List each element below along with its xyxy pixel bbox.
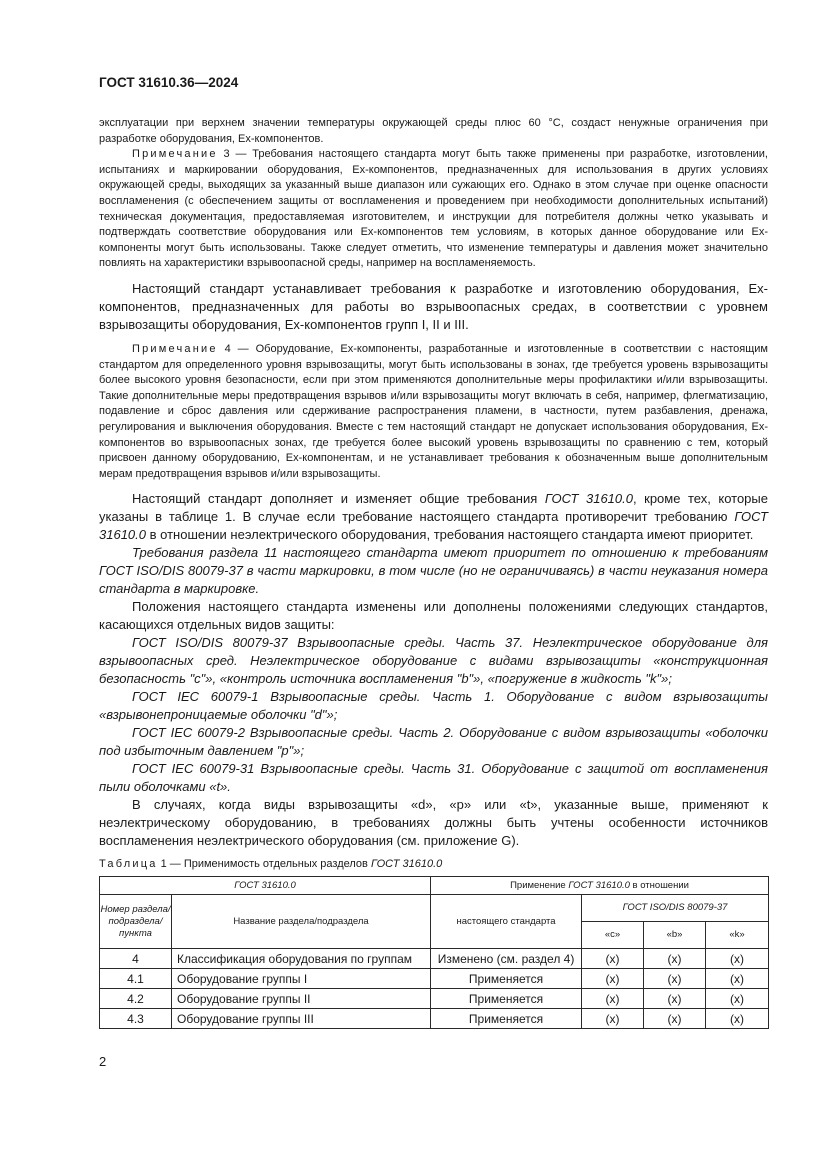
p3-ref-1: ГОСТ 31610.0 [544,491,633,507]
table-head-b: «b» [644,922,706,949]
note-3-label: Примечание [132,148,218,161]
cell-c: (x) [582,949,644,969]
cell-num: 4.1 [100,969,172,989]
paragraph-cases: В случаях, когда виды взрывозащиты «d», «р» или «t», указанные выше, применяют к неэлектрическому оборудованию, в требованиях должны быть учтены особенности источников воспламенения неэлектрического оборудования (см. приложение G). [99,797,768,849]
cell-this: Применяется [431,989,582,1009]
head-application-c: в отношении [629,879,689,891]
page-number: 2 [99,1054,107,1069]
p3-part-e: в отношении неэлектрического оборудования, требования настоящего стандарта имеют приоритет. [146,527,754,543]
standard-ref-60079-2: ГОСТ IEC 60079-2 Взрывоопасные среды. Часть 2. Оборудование с видом взрывозащиты «оболочки под избыточным давлением "p"»; [99,725,768,759]
cell-num: 4 [100,949,172,969]
cell-this: Применяется [431,969,582,989]
paragraph-priority: Требования раздела 11 настоящего стандарта имеют приоритет по отношению к требованиям ГОСТ ISO/DIS 80079-37 в части маркировки, в том числе (но не ограничиваясь) в части неуказания номера стандарта в маркировке. [99,545,768,597]
paragraph-supplements [99,490,768,544]
note-3 [99,147,768,272]
standard-ref-60079-1: ГОСТ IEC 60079-1 Взрывоопасные среды. Часть 1. Оборудование с видом взрывозащиты «взрывонепроницаемые оболочки "d"»; [99,689,768,723]
p3-part-c: , кроме тех, которые указаны в таблице 1. В случае если требование настоящего стандарта противоречит требованию [99,491,768,525]
cell-c: (x) [582,969,644,989]
cell-num: 4.2 [100,989,172,1009]
note-4 [99,342,768,482]
standard-ref-80079-37: ГОСТ ISO/DIS 80079-37 Взрывоопасные среды. Часть 37. Неэлектрическое оборудование для взрывоопасных сред. Неэлектрическое оборудование с видами взрывозащиты «конструкционная безопасность "c"», «контроль источника воспламенения "b"», «погружение в жидкость "k"»; [99,635,768,687]
paragraph-provisions: Положения настоящего стандарта изменены или дополнены положениями следующих стандартов, касающихся отдельных видов защиты: [99,599,768,633]
cell-name: Классификация оборудования по группам [172,949,431,969]
cell-num: 4.3 [100,1009,172,1029]
paragraph-scope: Настоящий стандарт устанавливает требования к разработке и изготовлению оборудования, Ex-компонентов, предназначенных для работы во взрывоопасных средах, в соответствии с уровнем взрывозащиты оборудования, Ex-компонентов групп I, II и III. [99,280,768,332]
cell-k: (x) [706,989,769,1009]
cell-k: (x) [706,949,769,969]
table-row [100,949,769,969]
cell-b: (x) [644,949,706,969]
head-application-ref: ГОСТ 31610.0 [568,879,630,891]
table-head-c: «с» [582,922,644,949]
cell-k: (x) [706,969,769,989]
cell-c: (x) [582,1009,644,1029]
cell-b: (x) [644,969,706,989]
paragraph-continuation: эксплуатации при верхнем значении температуры окружающей среды плюс 60 °С, создаст ненужные ограничения при разработке оборудования, Ex-компонентов. [99,117,768,145]
document-header: ГОСТ 31610.36—2024 [99,75,239,90]
standard-ref-60079-31: ГОСТ IEC 60079-31 Взрывоопасные среды. Часть 31. Оборудование с защитой от воспламенения пыли оболочками «t». [99,761,768,795]
p3-ref-2: ГОСТ 31610.0 [99,509,768,543]
cell-c: (x) [582,989,644,1009]
cell-b: (x) [644,1009,706,1029]
table-head-application [431,877,769,895]
table-head-gost: ГОСТ 31610.0 [100,877,431,895]
table-caption-ref: ГОСТ 31610.0 [370,858,443,871]
note-3-text: 3 — Требования настоящего стандарта могут быть также применены при разработке, изготовлении, испытаниях и маркировании оборудования, Ex-компонентов, предназначенных для использования в других условиях окружающей среды, выходящих за указанный выше диапазон или сужающих его. Однако в этом случае при оценке опасности воспламенения (с обеспечением защиты от воспламенения и проведением при необходимости дополнительных испытаний) техническая документация, предоставляемая изготовителем, и инструкции для потребителя должны четко указывать и подтверждать соответствие оборудования или Ex-компонентов тем условиям, в которых данное оборудование или Ex-компоненты могут быть использованы. Также следует отметить, что изменение температуры и давления может значительно повлиять на характеристики взрывоопасной среды, например на воспламеняемость. [99,148,768,270]
cell-this: Применяется [431,1009,582,1029]
table-head-this-standard: настоящего стандарта [431,895,582,949]
page-content [99,116,768,1029]
cell-k: (x) [706,1009,769,1029]
cell-name: Оборудование группы I [172,969,431,989]
head-application-a: Применение [510,879,569,891]
cell-name: Оборудование группы II [172,989,431,1009]
table-caption-text: 1 — Применимость отдельных разделов [157,858,371,871]
note-4-label: Примечание [132,342,218,355]
cell-b: (x) [644,989,706,1009]
table-head-number: Номер раздела/ подраздела/ пункта [100,895,172,949]
p3-part-a: Настоящий стандарт дополняет и изменяет общие требования [132,491,545,507]
table-caption [99,856,768,872]
table-caption-label: Таблица [99,858,158,871]
applicability-table [99,876,769,1029]
table-row [100,989,769,1009]
table-head-name: Название раздела/подраздела [172,895,431,949]
cell-name: Оборудование группы III [172,1009,431,1029]
table-row [100,969,769,989]
cell-this: Изменено (см. раздел 4) [431,949,582,969]
table-head-iso: ГОСТ ISO/DIS 80079-37 [582,895,769,922]
note-4-text: 4 — Оборудование, Ex-компоненты, разработанные и изготовленные в соответствии с настоящим стандартом для определенного уровня взрывозащиты, могут быть использованы в зонах, где требуется уровень взрывозащиты более высокого уровня безопасности, если при этом применяются дополнительные меры профилактики и/или взрывозащиты. Такие дополнительные меры предотвращения взрывов и/или взрывозащиты могут включать в себя, например, флегматизацию, подавление и сброс давления или сдерживание распространения пламени, в частности, путем разбавления, дренажа, регулирования и выключения оборудования. Вместе с тем настоящий стандарт не допускает использования оборудования, Ex-компонентов во взрывоопасных зонах, где требуется более высокий уровень взрывозащиты по сравнению с тем, который присвоен данному оборудованию, Ex-компонентам, и не устанавливает требования к обозначенным выше дополнительным мерам предотвращения взрывов и/или взрывозащиты. [99,342,768,480]
table-row [100,1009,769,1029]
table-head-k: «k» [706,922,769,949]
